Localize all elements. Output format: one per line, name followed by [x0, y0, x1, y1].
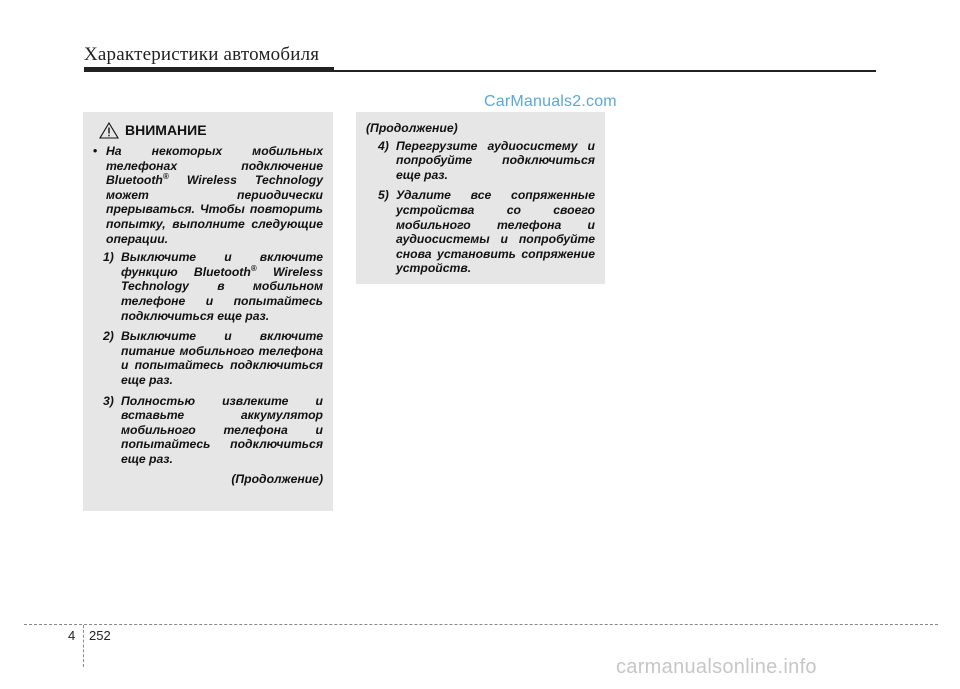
continued-label: (Продолжение) — [366, 121, 458, 135]
step-4-text: Перегрузите аудиосистему и попробуйте подключиться еще раз. — [396, 138, 595, 182]
header-rule-thin — [334, 70, 876, 72]
warning-steps — [93, 250, 323, 466]
step-2-text: Выключите и включите питание мобильного телефона и попытайтесь подключиться еще раз. — [121, 329, 323, 387]
registered-mark: ® — [250, 263, 257, 273]
step-5-text: Удалите все сопряженные устройства со своего мобильного телефона и аудиосистемы и попробуйте снова установить сопряжение устройств. — [396, 188, 595, 276]
warning-intro — [93, 144, 323, 246]
step-number: 1) — [103, 250, 114, 265]
warning-heading-text: ВНИМАНИЕ — [125, 122, 207, 139]
step-number: 3) — [103, 393, 114, 408]
step-number: 2) — [103, 329, 114, 344]
continued-label: (Продолжение) — [231, 472, 323, 487]
warning-heading — [99, 122, 323, 139]
continuation-steps — [366, 139, 595, 276]
step-1 — [93, 250, 323, 323]
footer-divider-horizontal — [24, 624, 938, 625]
step-1-text-a: Выключите и включите функцию Bluetooth — [121, 250, 323, 279]
step-3-text: Полностью извлеките и вставьте аккумулятор мобильного телефона и попытайтесь подключиться еще раз. — [121, 393, 323, 466]
step-1-text-b: Wireless Technology в мобильном телефоне и попытайтесь подключиться еще раз. — [121, 264, 323, 323]
header-title: Характеристики автомобиля — [84, 44, 320, 65]
step-2 — [93, 329, 323, 387]
continuation-box — [356, 112, 605, 284]
step-number: 4) — [378, 138, 389, 153]
footer-divider-vertical — [83, 625, 84, 667]
step-5 — [366, 188, 595, 276]
warning-intro-text-a: На некоторых мобильных телефонах подключение Bluetooth — [106, 144, 323, 188]
watermark-bottom-link[interactable]: carmanualsonline.info — [616, 656, 817, 678]
header-rule-thick — [84, 67, 334, 72]
warning-box — [83, 112, 333, 511]
watermark-top-link[interactable]: CarManuals2.com — [484, 93, 617, 110]
step-4 — [366, 139, 595, 183]
warning-intro-text-b: Wireless Technology может периодически прерываться. Чтобы повторить попытку, выполните следующие операции. — [106, 173, 323, 246]
page-number: 252 — [89, 628, 111, 643]
warning-triangle-icon — [99, 122, 119, 139]
bullet-dot: • — [93, 144, 98, 158]
step-number: 5) — [378, 188, 389, 203]
registered-mark: ® — [162, 172, 169, 182]
section-number: 4 — [68, 628, 76, 643]
step-3 — [93, 394, 323, 467]
